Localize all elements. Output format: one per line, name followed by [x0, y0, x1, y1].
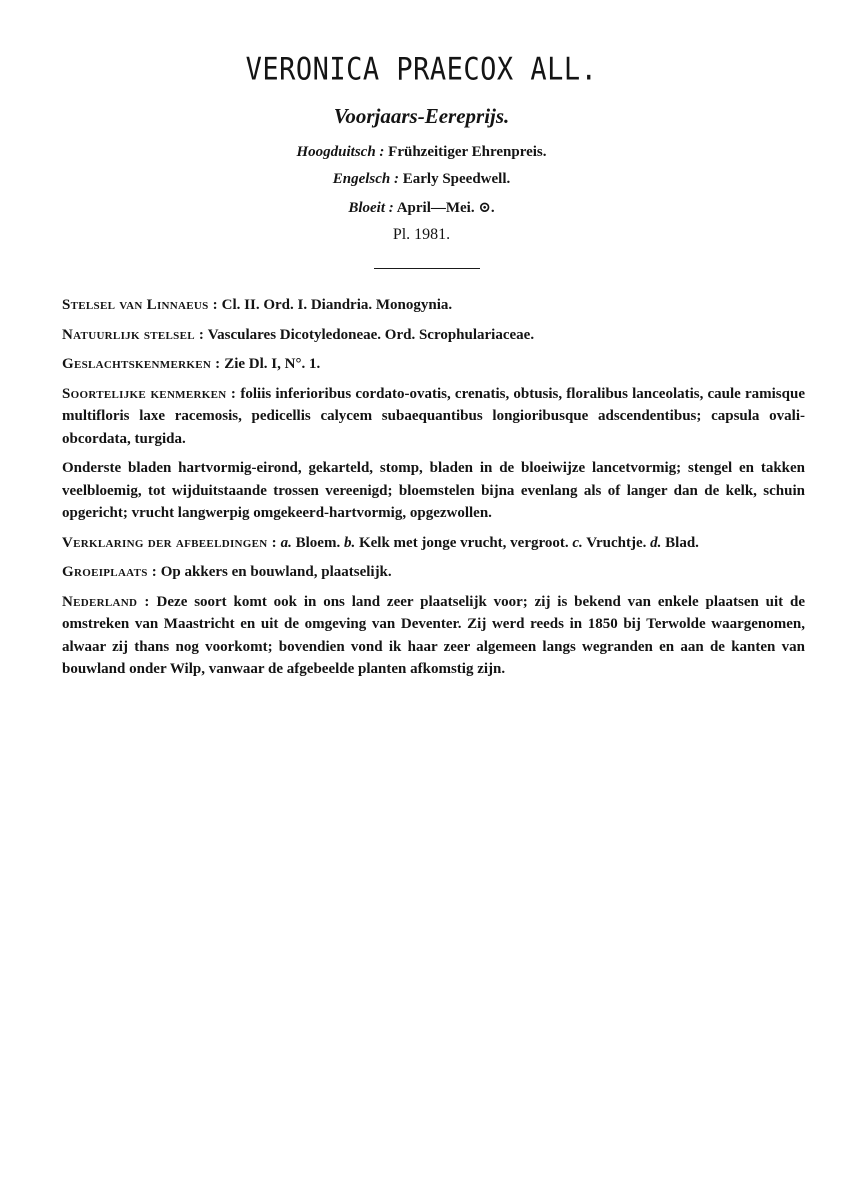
species-text: foliis inferioribus cordato-ovatis, crenatis, obtusis, floralibus lanceolatis, caule ramisque multifloris laxe racemosis, pedicellis calycem subaequantibus longioribusque adscendentibus; capsula ovali-obcordata, turgida. [62, 385, 805, 447]
species-paragraph [62, 383, 805, 451]
figure-b-letter: b. [343, 534, 356, 551]
english-name-line [0, 171, 843, 188]
habitat-paragraph [62, 561, 805, 584]
netherlands-label: Nederland : [62, 593, 150, 610]
german-name: Frühzeitiger Ehrenpreis. [388, 144, 547, 160]
common-name-dutch: Voorjaars-Eereprijs. [333, 104, 510, 128]
figure-c-text: Vruchtje. [586, 534, 647, 551]
divider-rule [374, 268, 480, 269]
english-name: Early Speedwell. [402, 171, 511, 187]
description-paragraph: Onderste bladen hartvormig-eirond, gekarteld, stomp, bladen in de bloeiwijze lancetvormig; stengel en takken veelbloemig, tot wijduitstaande trossen vereenigd; bloemstelen bijna evenlang als of langer dan de kelk, schuin opgericht; vrucht langwerpig omgekeerd-hartvormig, opgezwollen. [62, 460, 805, 521]
plate-number: Pl. 1981. [392, 226, 451, 243]
habitat-text: Op akkers en bouwland, plaatselijk. [160, 564, 392, 580]
species-title: VERONICA PRAECOX ALL. [245, 51, 598, 88]
natural-system-paragraph [62, 324, 805, 347]
figure-a-letter: a. [280, 534, 292, 551]
figures-label: Verklaring der afbeeldingen : [62, 534, 277, 551]
bloom-period: April—Mei. ⊙. [396, 200, 495, 216]
english-label: Engelsch : [332, 171, 399, 187]
german-label: Hoogduitsch : [296, 144, 385, 160]
figure-d-text: Blad. [665, 534, 699, 551]
netherlands-paragraph [62, 591, 805, 681]
linnaeus-text: Cl. II. Ord. I. Diandria. Monogynia. [221, 297, 453, 313]
genus-label: Geslachtskenmerken : [62, 356, 221, 372]
description-body [62, 294, 805, 688]
habitat-label: Groeiplaats : [62, 564, 158, 580]
natural-system-text: Vasculares Dicotyledoneae. Ord. Scrophulariaceae. [207, 326, 535, 343]
genus-text: Zie Dl. I, N°. 1. [224, 356, 321, 372]
figure-b-text: Kelk met jonge vrucht, vergroot. [358, 534, 569, 551]
bloom-label: Bloeit : [348, 200, 394, 216]
linnaeus-label: Stelsel van Linnaeus : [62, 297, 218, 313]
figures-paragraph [62, 532, 805, 555]
natural-system-label: Natuurlijk stelsel : [62, 326, 205, 343]
figure-a-text: Bloem. [295, 534, 341, 551]
species-label: Soortelijke kenmerken : [62, 385, 237, 402]
figure-c-letter: c. [572, 534, 583, 551]
genus-paragraph [62, 353, 805, 376]
netherlands-text: Deze soort komt ook in ons land zeer plaatselijk voor; zij is bekend van enkele plaatsen uit de omstreken van Maastricht en uit de omgeving van Deventer. Zij werd reeds in 1850 bij Terwolde waargenomen, alwaar zij thans nog voorkomt; bovendien vond ik haar zeer algemeen langs wegranden en aan de kanten van bouwland onder Wilp, vanwaar de afgebeelde planten afkomstig zijn. [62, 593, 806, 677]
linnaeus-paragraph [62, 294, 805, 317]
figure-d-letter: d. [650, 534, 662, 551]
german-name-line [0, 144, 843, 161]
bloom-line [0, 198, 843, 217]
